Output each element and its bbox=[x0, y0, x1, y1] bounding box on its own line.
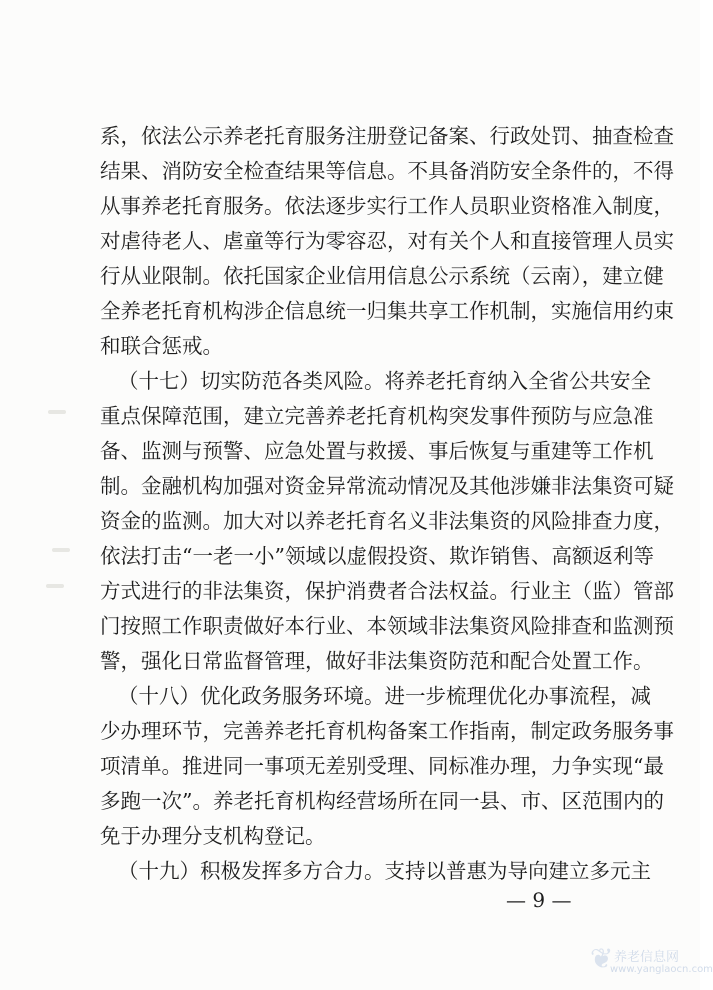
text-line: 制。金融机构加强对资金异常流动情况及其他涉嫌非法集资可疑 bbox=[100, 474, 674, 498]
text-line: 行从业限制。依托国家企业信用信息公示系统（云南），建立健 bbox=[100, 264, 664, 288]
scan-speck bbox=[46, 584, 64, 588]
text-line: 系，依法公示养老托育服务注册登记备案、行政处罚、抽查检查 bbox=[100, 124, 674, 148]
text-line: 免于办理分支机构登记。 bbox=[100, 824, 326, 848]
text-line: 警，强化日常监督管理，做好非法集资防范和配合处置工作。 bbox=[100, 649, 654, 673]
paragraph-start-line: （十七）切实防范各类风险。将养老托育纳入全省公共安全 bbox=[118, 369, 651, 393]
text-line: 方式进行的非法集资，保护消费者合法权益。行业主（监）管部 bbox=[100, 579, 674, 603]
paragraph-start-line: （十九）积极发挥多方合力。支持以普惠为导向建立多元主 bbox=[118, 859, 651, 883]
paragraph-start-line: （十八）优化政务服务环境。进一步梳理优化办事流程，减 bbox=[118, 684, 651, 708]
text-line: 项清单。推进同一事项无差别受理、同标准办理，力争实现“最 bbox=[100, 754, 664, 778]
text-line: 多跑一次”。养老托育机构经营场所在同一县、市、区范围内的 bbox=[100, 789, 664, 813]
watermark-name: 养老信息网 bbox=[614, 950, 680, 965]
text-line: 结果、消防安全检查结果等信息。不具备消防安全条件的，不得 bbox=[100, 159, 674, 183]
text-line: 资金的监测。加大对以养老托育名义非法集资的风险排查力度， bbox=[100, 509, 674, 533]
scan-speck bbox=[52, 548, 70, 552]
text-line: 门按照工作职责做好本行业、本领域非法集资风险排查和监测预 bbox=[100, 614, 674, 638]
text-line: 全养老托育机构涉企信息统一归集共享工作机制，实施信用约束 bbox=[100, 299, 674, 323]
text-line: 重点保障范围，建立完善养老托育机构突发事件预防与应急准 bbox=[100, 404, 654, 428]
text-line: 少办理环节，完善养老托育机构备案工作指南，制定政务服务事 bbox=[100, 719, 674, 743]
watermark-url: www.yanglaocn.com bbox=[610, 964, 713, 975]
text-line: 和联合惩戒。 bbox=[100, 334, 223, 358]
scan-speck bbox=[48, 410, 66, 414]
text-line: 对虐待老人、虐童等行为零容忍，对有关个人和直接管理人员实 bbox=[100, 229, 674, 253]
text-line: 备、监测与预警、应急处置与救援、事后恢复与重建等工作机 bbox=[100, 439, 654, 463]
watermark-logo-icon: ❦ bbox=[590, 942, 614, 975]
page-number: — 9 — bbox=[506, 888, 572, 912]
text-line: 从事养老托育服务。依法逐步实行工作人员职业资格准入制度， bbox=[100, 194, 674, 218]
watermark bbox=[590, 942, 713, 982]
text-line: 依法打击“一老一小”领域以虚假投资、欺诈销售、高额返利等 bbox=[100, 544, 654, 568]
